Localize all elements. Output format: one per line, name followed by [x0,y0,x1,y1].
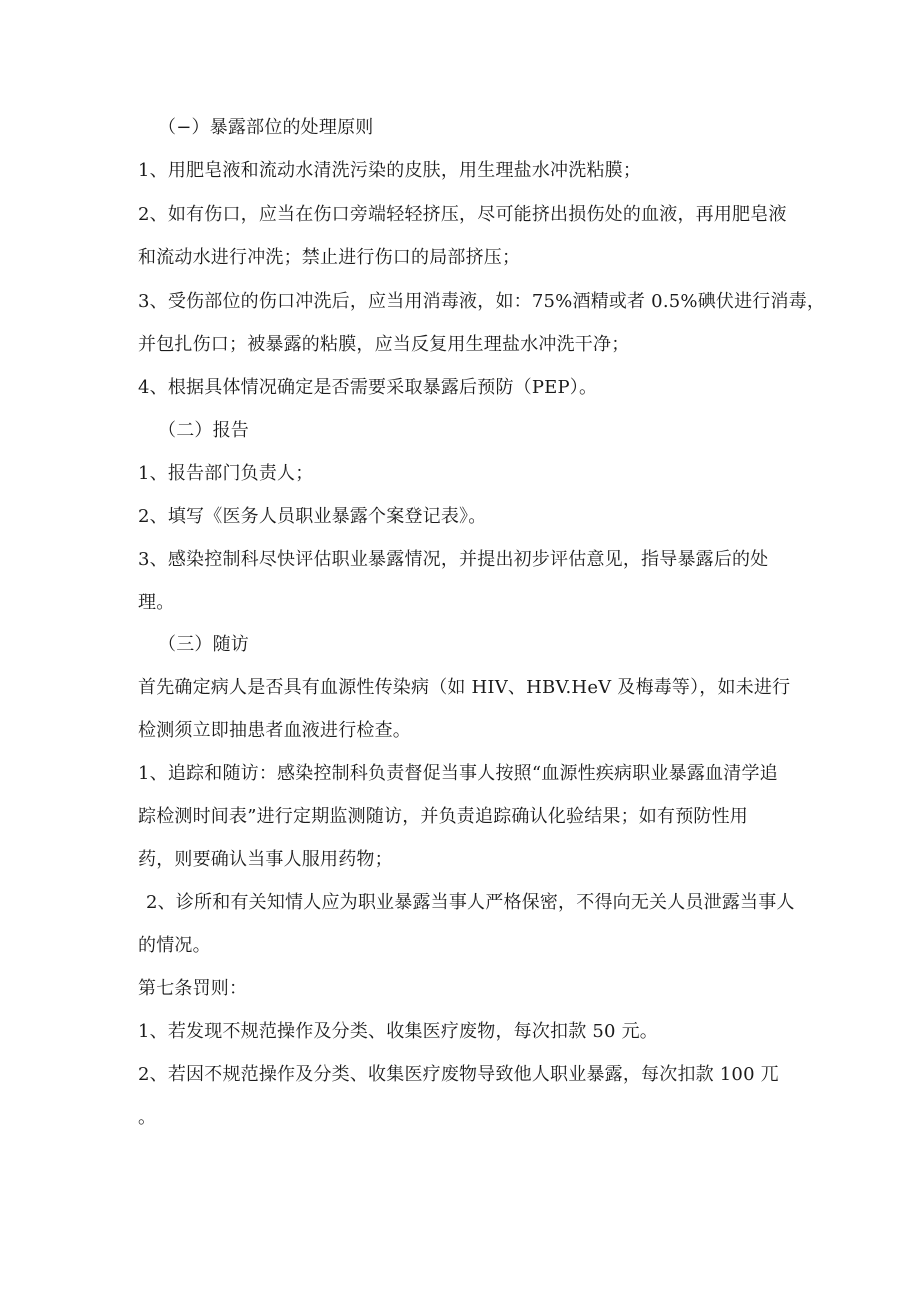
paragraph-line: 4、根据具体情况确定是否需要采取暴露后预防（PEP）。 [138,377,598,398]
section-heading-follow-up: （三）随访 [158,634,249,655]
paragraph-line: 药，则要确认当事人服用药物； [138,849,393,870]
paragraph-line: 1、若发现不规范操作及分类、收集医疗废物，每次扣款 50 元。 [138,1021,658,1042]
paragraph-line: 2、填写《医务人员职业暴露个案登记表》。 [138,506,487,527]
paragraph-line: 的情况。 [138,935,211,956]
paragraph-line: 踪检测时间表”进行定期监测随访，并负责追踪确认化验结果；如有预防性用 [138,806,748,827]
paragraph-line: 并包扎伤口；被暴露的粘膜，应当反复用生理盐水冲洗干净； [138,334,630,355]
paragraph-line: 1、追踪和随访：感染控制科负责督促当事人按照“血源性疾病职业暴露血清学追 [138,763,778,784]
paragraph-line: 3、受伤部位的伤口冲洗后，应当用消毒液，如：75%酒精或者 0.5%碘伏进行消毒， [138,291,826,312]
paragraph-line: 。 [138,1107,157,1128]
paragraph-line: 3、感染控制科尽快评估职业暴露情况，并提出初步评估意见，指导暴露后的处 [138,549,769,570]
article-heading-penalties: 第七条罚则： [138,978,248,999]
paragraph-line: 理。 [138,592,175,613]
paragraph-line: 检测须立即抽患者血液进行检查。 [138,720,411,741]
paragraph-line: 1、用肥皂液和流动水清洗污染的皮肤，用生理盐水冲洗粘膜； [138,160,642,181]
paragraph-line: 首先确定病人是否具有血源性传染病（如 HIV、HBV.HeV 及梅毒等），如未进行 [138,677,791,698]
section-heading-exposure-treatment: （−）暴露部位的处理原则 [158,117,374,138]
paragraph-line: 2、诊所和有关知情人应为职业暴露当事人严格保密，不得向无关人员泄露当事人 [146,892,795,913]
paragraph-line: 1、报告部门负责人； [138,463,314,484]
paragraph-line: 2、如有伤口，应当在伤口旁端轻轻挤压，尽可能挤出损伤处的血液，再用肥皂液 [138,204,787,225]
paragraph-line: 2、若因不规范操作及分类、收集医疗废物导致他人职业暴露，每次扣款 100 兀 [138,1064,779,1085]
paragraph-line: 和流动水进行冲洗；禁止进行伤口的局部挤压； [138,247,521,268]
section-heading-report: （二）报告 [158,420,249,441]
